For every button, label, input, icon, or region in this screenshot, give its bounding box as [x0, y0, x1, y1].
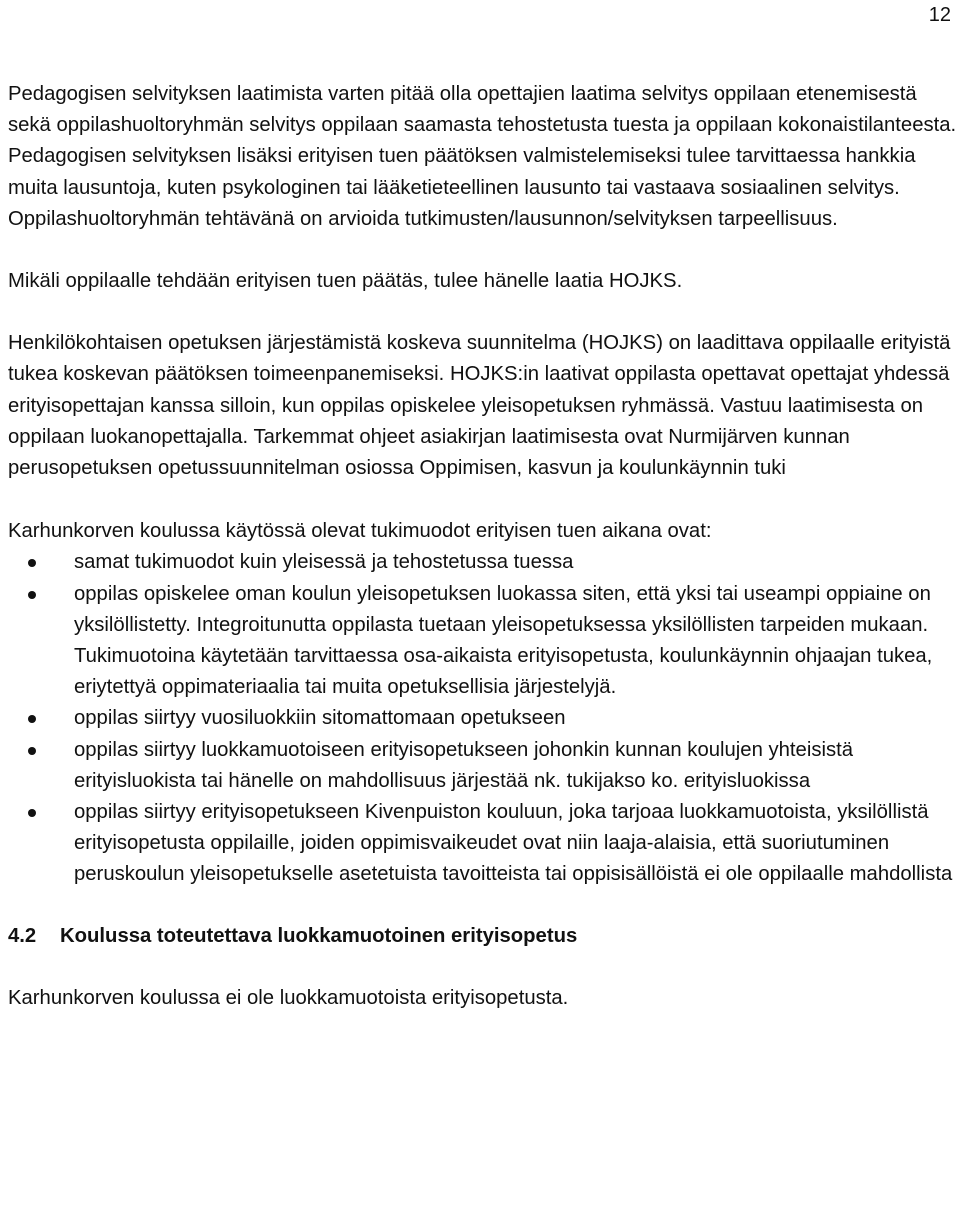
bullet-icon [28, 591, 36, 599]
list-item-text: oppilas siirtyy vuosiluokkiin sitomattomaan opetukseen [74, 707, 566, 730]
paragraph-support-forms-intro: Karhunkorven koulussa käytössä olevat tukimuodot erityisen tuen aikana ovat: [8, 520, 712, 543]
section-number: 4.2 [8, 924, 37, 947]
paragraph-hojks-requirement: Mikäli oppilaalle tehdään erityisen tuen päätäs, tulee hänelle laatia HOJKS. [8, 270, 683, 293]
list-item-text: oppilas opiskelee oman koulun yleisopetuksen luokassa siten, että yksi tai useampi oppiaine on yksilöllistetty. Integroitunutta oppilasta tuetaan yleisopetuksessa yksilöllisten tarpeiden mukaan. Tukimuotoina käytetään tarvittaessa osa-aikaista erityisopetusta, koulunkäynnin ohjaajan tukea, eriytettyä oppimateriaalia tai muita opetuksellisia järjestelyjä. [74, 582, 933, 699]
page-number: 12 [928, 4, 951, 26]
bullet-icon [28, 715, 36, 723]
list-item-text: samat tukimuodot kuin yleisessä ja tehostetussa tuessa [74, 551, 574, 574]
section-heading [8, 921, 958, 952]
list-item-text: oppilas siirtyy luokkamuotoiseen erityisopetukseen johonkin kunnan koulujen yhteisistä erityisluokista tai hänelle on mahdollisuus järjestää nk. tukijakso ko. erityisluokissa [74, 738, 854, 792]
support-forms-list [8, 547, 958, 890]
list-item [8, 797, 958, 891]
list-item [8, 703, 958, 734]
list-item [8, 547, 958, 578]
list-item-text: oppilas siirtyy erityisopetukseen Kivenpuiston kouluun, joka tarjoaa luokkamuotoista, yksilöllistä erityisopetusta oppilaille, joiden oppimisvaikeudet ovat niin laaja-alaisia, että suoriutuminen peruskoulun yleisopetukselle asetetuista tavoitteista tai oppisisällöistä ei ole oppilaalle mahdollista [74, 801, 953, 886]
bullet-icon [28, 559, 36, 567]
list-item [8, 579, 958, 704]
document-body [8, 79, 958, 1014]
list-item [8, 735, 958, 797]
bullet-icon [28, 809, 36, 817]
bullet-icon [28, 747, 36, 755]
paragraph-pedagogical-report: Pedagogisen selvityksen laatimista varten pitää olla opettajien laatima selvitys oppilaan etenemisestä sekä oppilashuoltoryhmän selvitys oppilaan saamasta tehostetusta tuesta ja oppilaan kokonaistilanteesta. Pedagogisen selvityksen lisäksi erityisen tuen päätöksen valmistelemiseksi tulee tarvittaessa hankkia muita lausuntoja, kuten psykologinen tai lääketieteellinen lausunto tai vastaava sosiaalinen selvitys. Oppilashuoltoryhmän tehtävänä on arvioida tutkimusten/lausunnon/selvityksen tarpeellisuus. [8, 83, 957, 230]
paragraph-no-class-based-special-education: Karhunkorven koulussa ei ole luokkamuotoista erityisopetusta. [8, 986, 569, 1009]
section-title: Koulussa toteutettava luokkamuotoinen erityisopetus [60, 924, 578, 947]
paragraph-hojks-description: Henkilökohtaisen opetuksen järjestämistä koskeva suunnitelma (HOJKS) on laadittava oppilaalle erityistä tukea koskevan päätöksen toimeenpanemiseksi. HOJKS:in laativat oppilasta opettavat opettajat yhdessä erityisopettajan kanssa silloin, kun oppilas opiskelee yleisopetuksen ryhmässä. Vastuu laatimisesta on oppilaan luokanopettajalla. Tarkemmat ohjeet asiakirjan laatimisesta ovat Nurmijärven kunnan perusopetuksen opetussuunnitelman osiossa Oppimisen, kasvun ja koulunkäynnin tuki [8, 332, 951, 480]
